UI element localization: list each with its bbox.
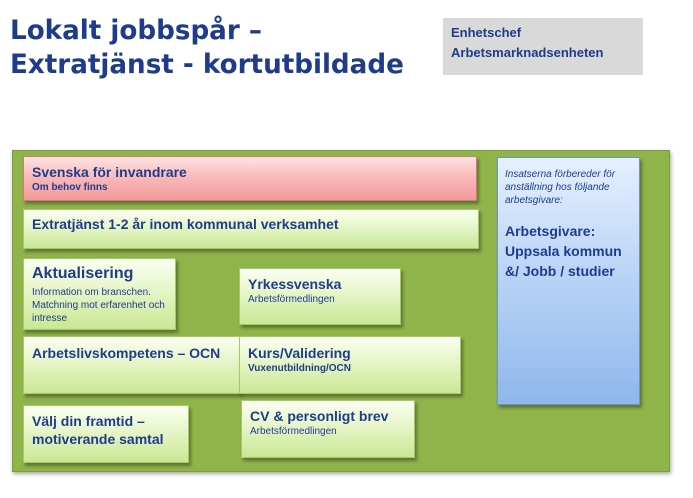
extratjanst-box	[23, 209, 479, 249]
page-title	[10, 14, 404, 82]
arbetsliv-box	[23, 336, 241, 394]
title-line-2: Extratjänst - kortutbildade	[10, 49, 404, 80]
role-line-1: Enhetschef	[451, 25, 522, 40]
sfi-title: Svenska för invandrare	[32, 164, 187, 180]
extratjanst-title: Extratjänst 1-2 år inom kommunal verksamhet	[32, 216, 339, 232]
role-box	[443, 18, 643, 75]
role-line-2: Arbetsmarknadsenheten	[451, 45, 604, 60]
title-line-1: Lokalt jobbspår –	[10, 15, 263, 46]
aktualisering-title: Aktualisering	[32, 265, 134, 282]
cv-box	[241, 400, 415, 458]
cv-subtitle: Arbetsförmedlingen	[250, 426, 337, 437]
arbetsliv-title: Arbetslivskompetens – OCN	[32, 345, 221, 361]
kurs-title: Kurs/Validering	[248, 345, 351, 361]
cv-title: CV & personligt brev	[250, 408, 389, 424]
kurs-subtitle: Vuxenutbildning/OCN	[248, 363, 351, 374]
yrkessvenska-title: Yrkessvenska	[248, 276, 342, 292]
kurs-box	[239, 336, 461, 394]
sfi-subtitle: Om behov finns	[32, 182, 108, 193]
aktualisering-box	[23, 258, 176, 330]
yrkessvenska-box	[239, 268, 401, 325]
aktualisering-text: Information om branschen. Matchning mot erfarenhet och intresse	[32, 287, 165, 324]
employer-info-box	[497, 157, 640, 405]
valj-box	[23, 405, 189, 463]
valj-title: Välj din framtid – motiverande samtal	[32, 413, 164, 447]
employer-intro: Insatserna förbereder för anställning hos följande arbetsgivare:	[505, 169, 616, 206]
program-panel	[12, 150, 670, 472]
employer-list: Arbetsgivare: Uppsala kommun &/ Jobb / studier	[505, 223, 622, 279]
yrkessvenska-subtitle: Arbetsförmedlingen	[248, 294, 335, 305]
sfi-box	[23, 156, 477, 201]
